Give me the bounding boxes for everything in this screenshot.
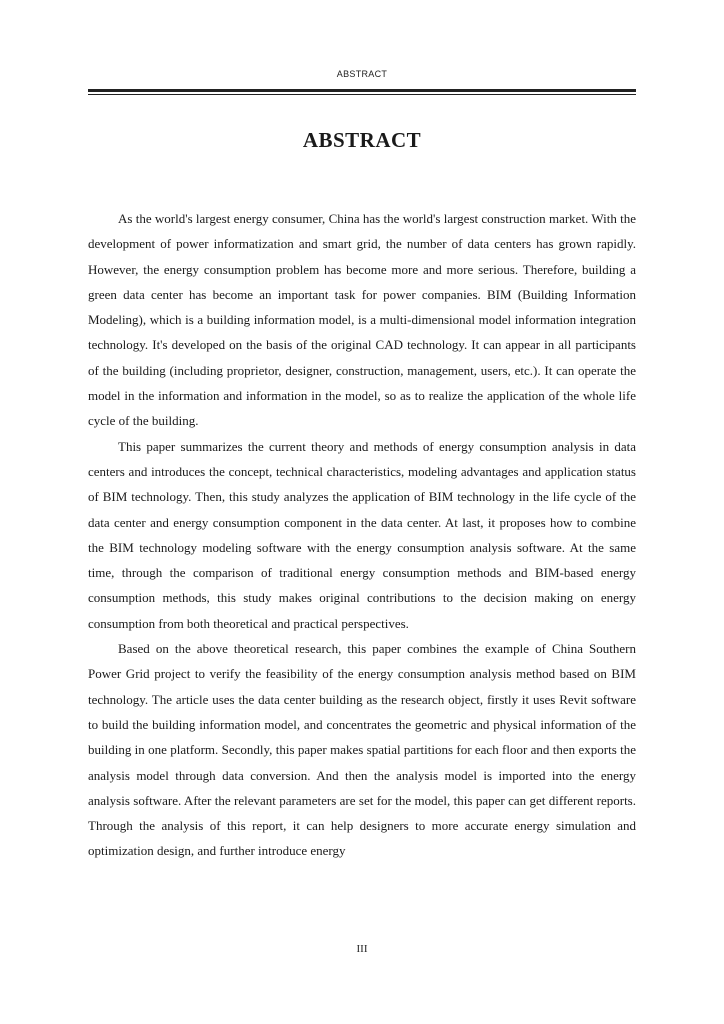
paragraph-3: Based on the above theoretical research, this paper combines the example of China Southern Power Grid project to verify the feasibility of the energy consumption analysis method based on BIM technology. The article uses the data center building as the research object, firstly it uses Revit software to build the building information model, and concentrates the geometric and physical information of the building in one platform. Secondly, this paper makes spatial partitions for each floor and then exports the analysis model through data conversion. And then the analysis model is imported into the energy analysis software. After the relevant parameters are set for the model, this paper can get different reports. Through the analysis of this report, it can help designers to more accurate energy simulation and optimization design, and further introduce energy xyxy=(88,641,636,859)
paragraph-1: As the world's largest energy consumer, China has the world's largest construction market. With the development of power informatization and smart grid, the number of data centers has grown rapidly. However, the energy consumption problem has become more and more serious. Therefore, building a green data center has become an important task for power companies. BIM (Building Information Modeling), which is a building information model, is a multi-dimensional model information integration technology. It's developed on the basis of the original CAD technology. It can appear in all participants of the building (including proprietor, designer, construction, management, users, etc.). It can operate the model in the information and information in the model, so as to realize the application of the whole life cycle of the building. xyxy=(88,211,636,429)
paragraph-2: This paper summarizes the current theory and methods of energy consumption analysis in data centers and introduces the concept, technical characteristics, modeling advantages and application status of BIM technology. Then, this study analyzes the application of BIM technology in the life cycle of the data center and energy consumption component in the data center. At last, it proposes how to combine the BIM technology modeling software with the energy consumption analysis software. At the same time, through the comparison of traditional energy consumption methods and BIM-based energy consumption methods, this study makes original contributions to the decision making on energy consumption from both theoretical and practical perspectives. xyxy=(88,438,636,631)
header-rule-thin xyxy=(88,94,636,95)
running-header: ABSTRACT xyxy=(336,69,388,79)
header-rule-thick xyxy=(88,89,636,92)
page-number: III xyxy=(356,943,368,955)
abstract-body xyxy=(88,206,636,864)
page-title: ABSTRACT xyxy=(302,128,422,152)
